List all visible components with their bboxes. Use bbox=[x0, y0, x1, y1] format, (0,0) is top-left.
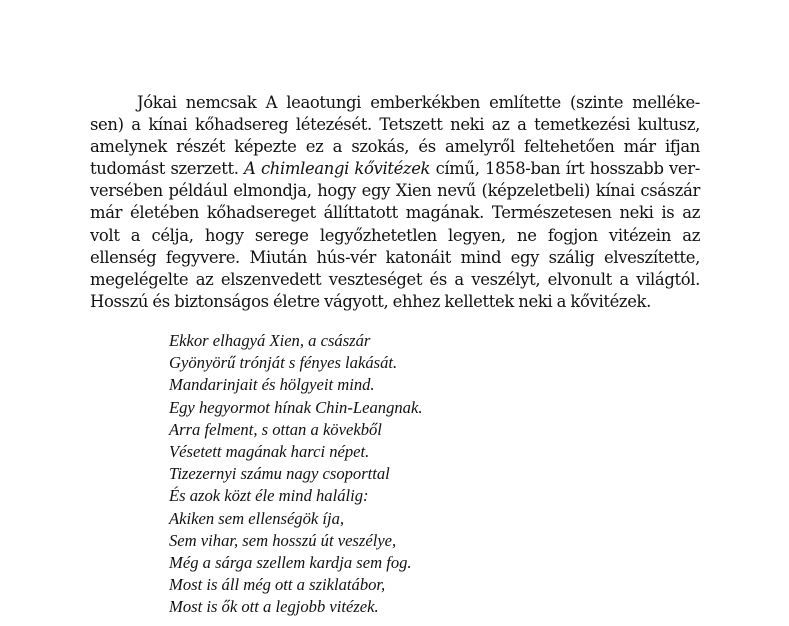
work-title: A chimleangi kővitézek bbox=[244, 159, 431, 179]
paragraph-line: volt a célja, hogy serege legyőzhetetlen legyen, ne fogjon vitézein az bbox=[90, 225, 700, 245]
poem-verse: Most is ők ott a legjobb vitézek. bbox=[169, 597, 379, 617]
poem-verse: Mandarinjait és hölgyeit mind. bbox=[169, 375, 375, 395]
poem-verse: Egy hegyormot hínak Chin-Leangnak. bbox=[169, 397, 423, 417]
paragraph-line: már életében kőhadsereget állíttatott magának. Természetesen neki is az bbox=[90, 203, 700, 223]
paragraph-line: amelynek részét képezte ez a szokás, és amelyről feltehetően már ifjan bbox=[90, 137, 700, 157]
poem-verse: Ekkor elhagyá Xien, a császár bbox=[169, 331, 371, 350]
paragraph-line: versében például elmondja, hogy egy Xien nevű (képzeletbeli) kínai császár bbox=[90, 181, 700, 201]
paragraph-line-start: tudomást szerzett. bbox=[90, 159, 239, 179]
poem-verse: Gyönyörű trónját s fényes lakását. bbox=[169, 353, 398, 373]
paragraph-line bbox=[90, 158, 700, 180]
paragraph-line: megelégelte az elszenvedett veszteséget és a veszélyt, elvonult a világtól. bbox=[90, 269, 700, 289]
poem-verse: Vésetett magának harci népet. bbox=[169, 441, 370, 461]
poem-verse: Tizezernyi számu nagy csoporttal bbox=[169, 464, 390, 484]
poem-verse: Még a sárga szellem kardja sem fog. bbox=[169, 552, 412, 572]
poem-verse: Arra felment, s ottan a kövekből bbox=[169, 419, 382, 439]
paragraph-line-end: című, 1858-ban írt hosszabb ver- bbox=[435, 159, 700, 179]
poem-verse: És azok közt éle mind halálig: bbox=[169, 486, 369, 506]
document-page bbox=[90, 92, 700, 313]
poem-quote bbox=[169, 330, 422, 618]
paragraph-line: Hosszú és biztonságos életre vágyott, ehhez kellettek neki a kővitézek. bbox=[90, 291, 652, 311]
paragraph-line: Jókai nemcsak A leaotungi emberkékben említette (szinte melléke- bbox=[137, 93, 700, 112]
poem-verse: Sem vihar, sem hosszú út veszélye, bbox=[169, 530, 397, 550]
paragraph-line: sen) a kínai kőhadsereg létezését. Tetszett neki az a temetkezési kultusz, bbox=[90, 115, 700, 135]
poem-verse: Most is áll még ott a sziklatábor, bbox=[169, 575, 386, 595]
paragraph-line: ellenség fegyvere. Miután hús-vér katonáit mind egy szálig elveszítette, bbox=[90, 247, 700, 267]
poem-verse: Akiken sem ellenségök íja, bbox=[169, 508, 345, 528]
body-paragraph bbox=[90, 92, 700, 313]
